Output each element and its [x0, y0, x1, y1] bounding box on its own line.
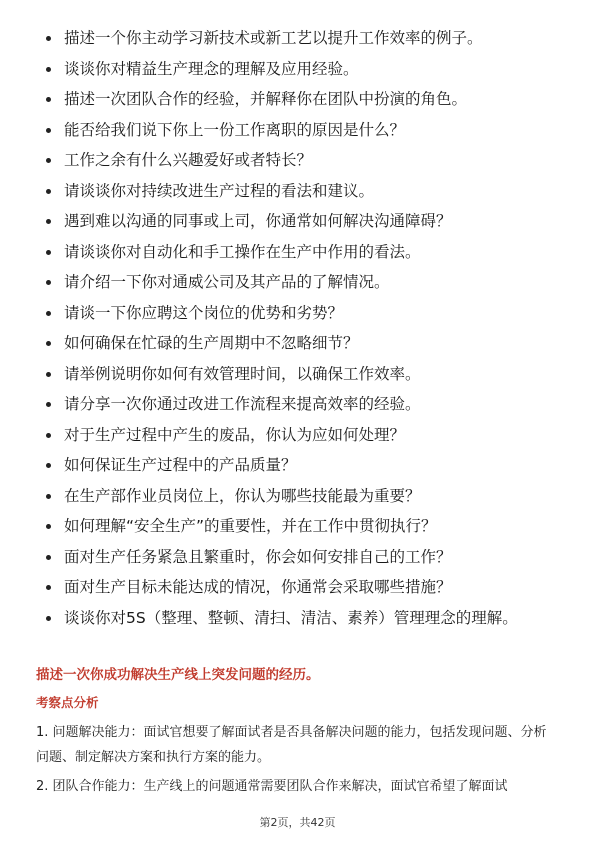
bullet-icon: [46, 524, 51, 529]
list-item: [46, 271, 556, 293]
list-item: [46, 119, 556, 141]
list-item: [46, 424, 556, 446]
bullet-icon: [46, 250, 51, 255]
question-list: [46, 27, 556, 637]
bullet-icon: [46, 67, 51, 72]
list-item: [46, 515, 556, 537]
bullet-icon: [46, 219, 51, 224]
question-text: 请谈一下你应聘这个岗位的优势和劣势？: [64, 303, 344, 322]
list-item: [46, 149, 556, 171]
question-text: 请分享一次你通过改进工作流程来提高效率的经验。: [64, 395, 421, 413]
analysis-item: 1. 问题解决能力：面试官想要了解面试者是否具备解决问题的能力，包括发现问题、分析问题、制定解决方案和执行方案的能力。: [36, 725, 547, 765]
question-text: 描述一个你主动学习新技术或新工艺以提升工作效率的例子。: [64, 29, 483, 47]
question-text: 请介绍一下你对通威公司及其产品的了解情况。: [64, 273, 390, 291]
bullet-icon: [46, 585, 51, 590]
question-text: 对于生产过程中产生的废品，你认为应如何处理？: [64, 425, 406, 444]
analysis-item: 2. 团队合作能力：生产线上的问题通常需要团队合作来解决，面试官希望了解面试: [36, 779, 508, 794]
question-text: 在生产部作业员岗位上，你认为哪些技能最为重要？: [64, 486, 421, 505]
question-text: 谈谈你对精益生产理念的理解及应用经验。: [64, 59, 359, 78]
list-item: [46, 302, 556, 324]
featured-question-heading: 描述一次你成功解决生产线上突发问题的经历。: [36, 667, 320, 683]
analysis-body: [36, 720, 558, 803]
page-footer: 第2页，共42页: [259, 816, 336, 829]
question-text: 面对生产目标未能达成的情况，你通常会采取哪些措施？: [64, 578, 452, 596]
bullet-icon: [46, 36, 51, 41]
list-item: [46, 58, 556, 80]
bullet-icon: [46, 616, 51, 621]
question-text: 面对生产任务紧急且繁重时，你会如何安排自己的工作？: [64, 547, 452, 566]
bullet-icon: [46, 128, 51, 133]
list-item: [46, 454, 556, 476]
bullet-icon: [46, 311, 51, 316]
bullet-icon: [46, 158, 51, 163]
question-text: 如何理解“安全生产”的重要性，并在工作中贯彻执行？: [64, 517, 437, 535]
question-text: 工作之余有什么兴趣爱好或者特长？: [64, 151, 313, 169]
bullet-icon: [46, 189, 51, 194]
question-text: 描述一次团队合作的经验，并解释你在团队中扮演的角色。: [64, 90, 468, 108]
list-item: [46, 485, 556, 507]
bullet-icon: [46, 341, 51, 346]
list-item: [46, 332, 556, 354]
question-text: 请谈谈你对自动化和手工操作在生产中作用的看法。: [64, 242, 421, 261]
bullet-icon: [46, 402, 51, 407]
list-item: [46, 27, 556, 49]
bullet-icon: [46, 555, 51, 560]
bullet-icon: [46, 97, 51, 102]
list-item: [46, 546, 556, 568]
question-text: 遇到难以沟通的同事或上司，你通常如何解决沟通障碍？: [64, 212, 452, 230]
list-item: [46, 363, 556, 385]
bullet-icon: [46, 372, 51, 377]
question-text: 能否给我们说下你上一份工作离职的原因是什么？: [64, 120, 406, 139]
bullet-icon: [46, 280, 51, 285]
analysis-heading: 考察点分析: [36, 695, 99, 710]
bullet-icon: [46, 494, 51, 499]
list-item: [46, 88, 556, 110]
question-text: 如何确保在忙碌的生产周期中不忽略细节？: [64, 334, 359, 352]
list-item: [46, 393, 556, 415]
list-item: [46, 180, 556, 202]
question-text: 请谈谈你对持续改进生产过程的看法和建议。: [64, 181, 375, 200]
list-item: [46, 210, 556, 232]
list-item: [46, 241, 556, 263]
question-text: 请举例说明你如何有效管理时间，以确保工作效率。: [64, 364, 421, 383]
question-text: 谈谈你对5S（整理、整顿、清扫、清洁、素养）管理理念的理解。: [64, 608, 518, 627]
list-item: [46, 576, 556, 598]
bullet-icon: [46, 463, 51, 468]
list-item: [46, 607, 556, 629]
question-text: 如何保证生产过程中的产品质量？: [64, 456, 297, 474]
bullet-icon: [46, 433, 51, 438]
